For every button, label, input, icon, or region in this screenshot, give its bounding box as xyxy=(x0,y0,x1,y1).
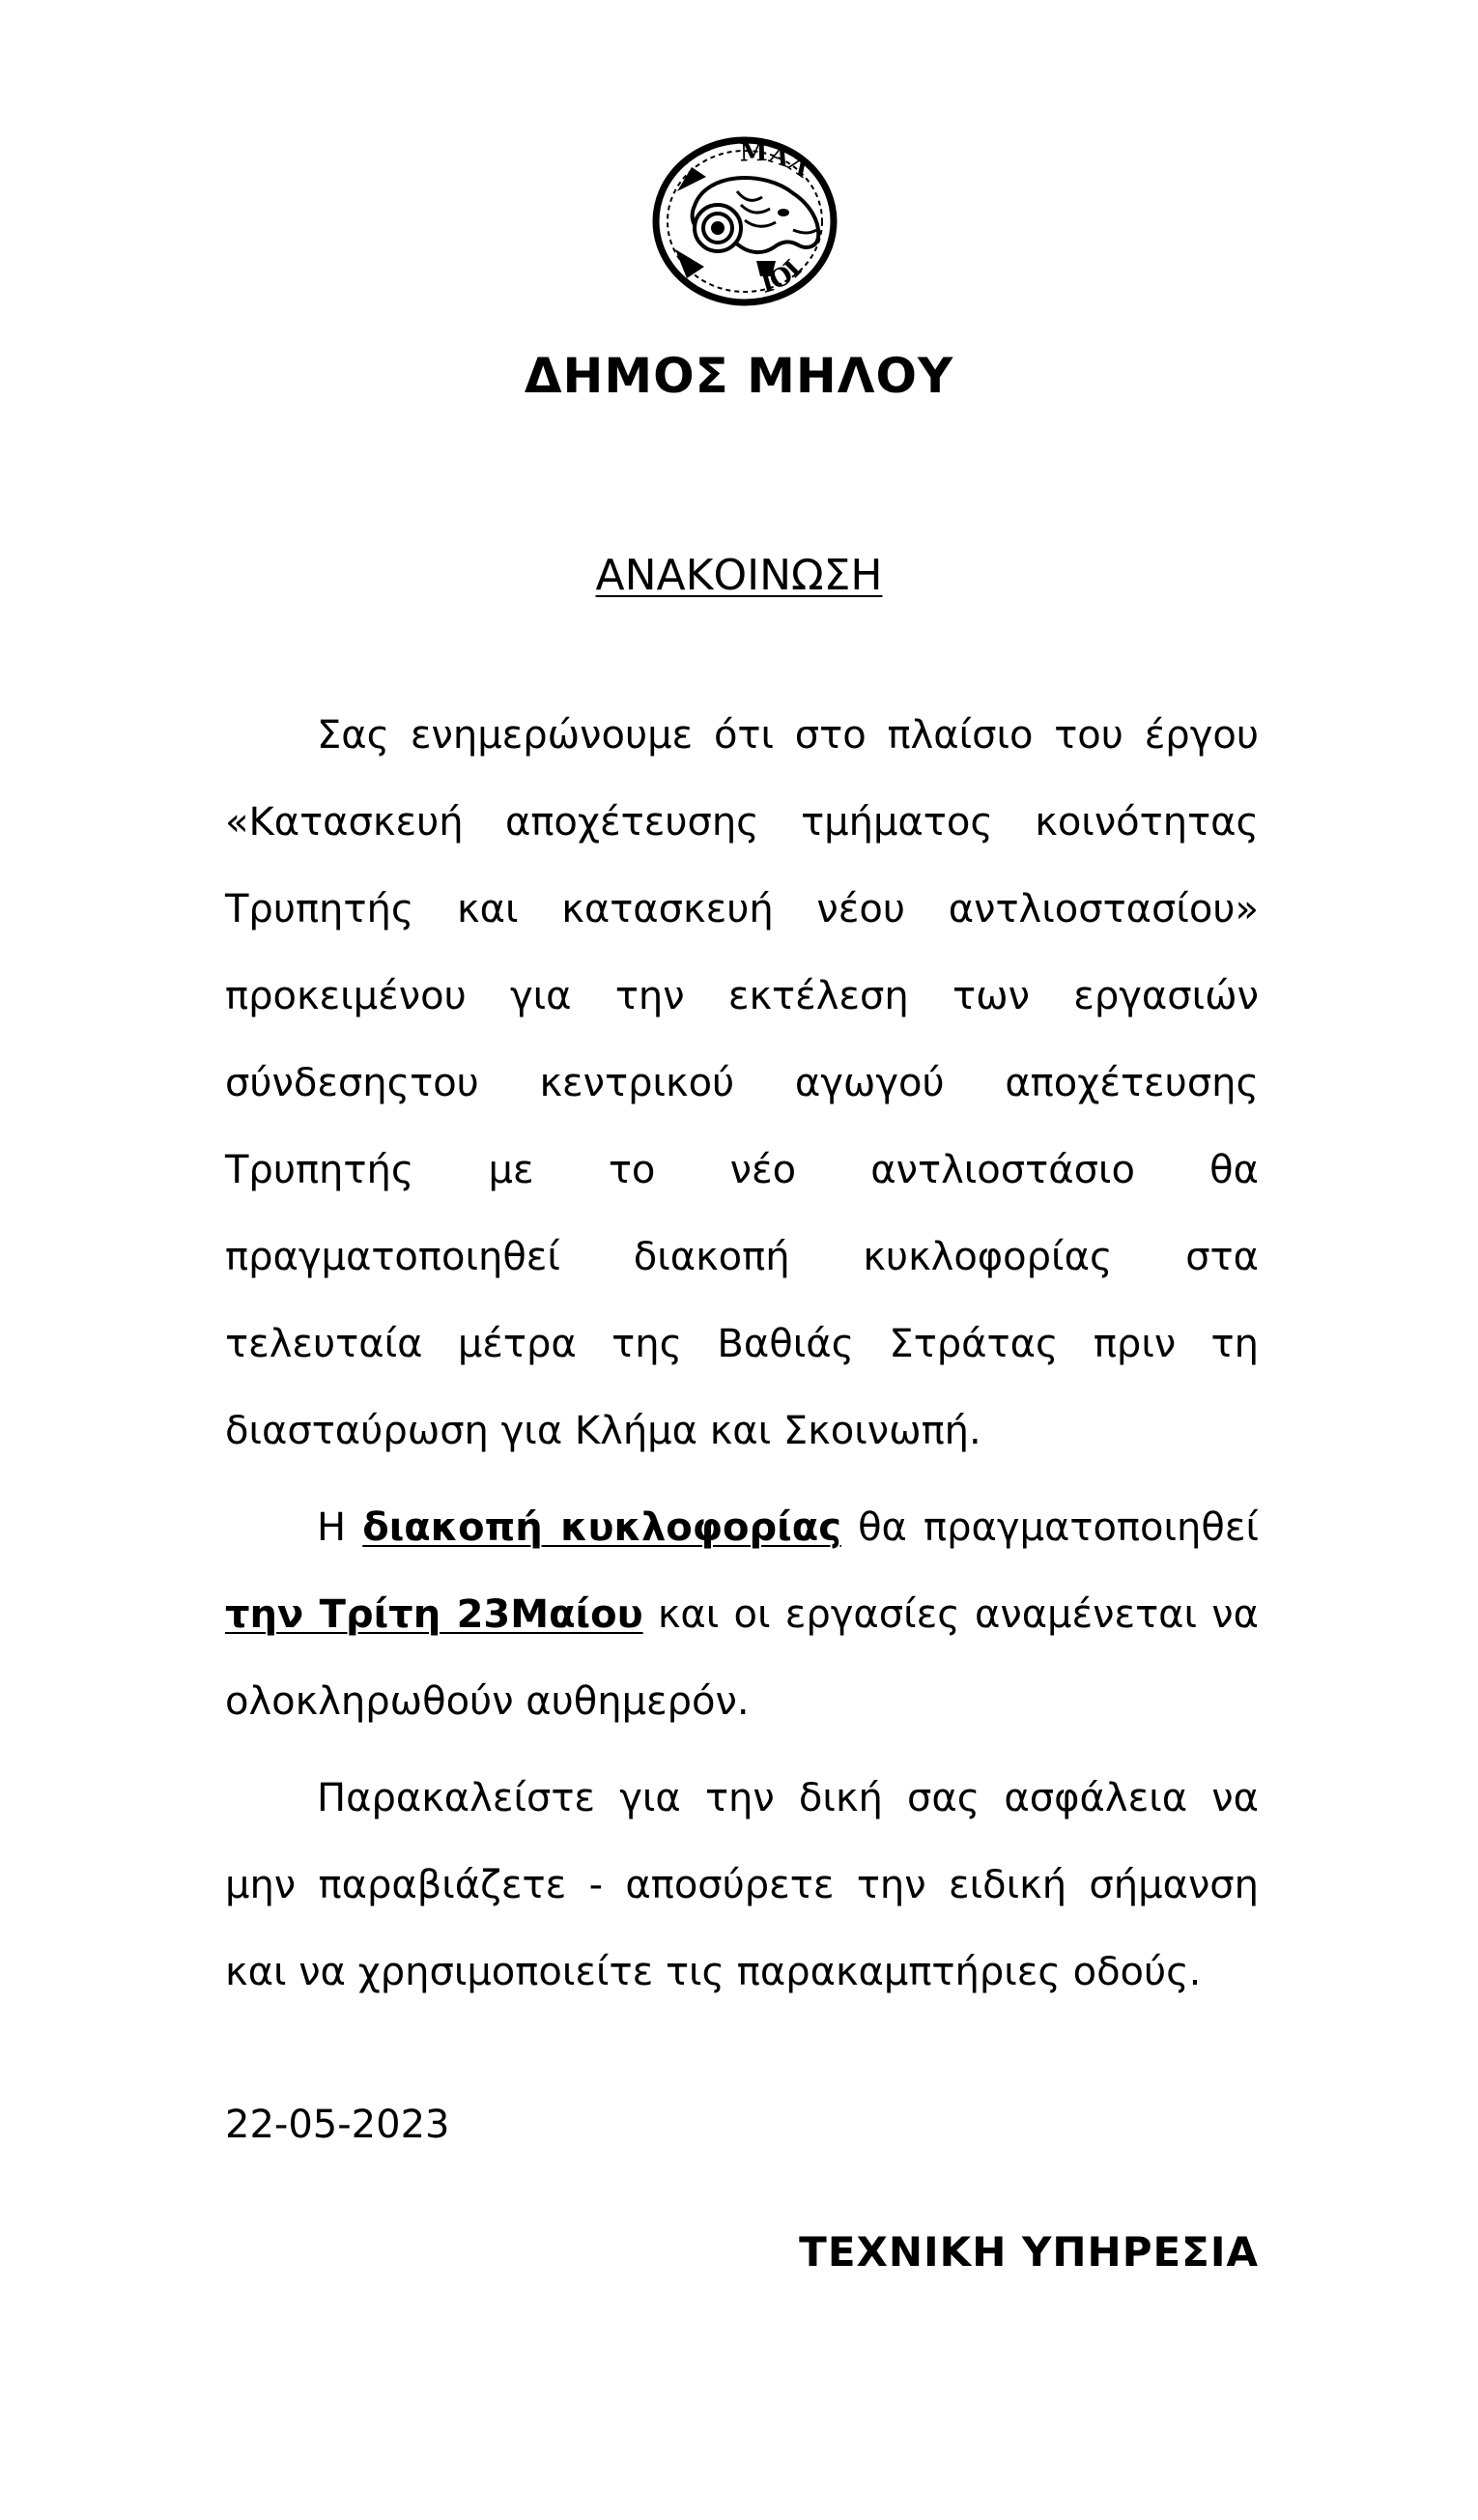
traffic-closure-emphasis: διακοπή κυκλοφορίας xyxy=(362,1505,841,1550)
svg-text:ΜΑΛ: ΜΑΛ xyxy=(739,138,815,185)
announcement-heading: ΑΝΑΚΟΙΝΩΣΗ xyxy=(595,551,883,600)
organization-title: ΔΗΜΟΣ ΜΗΛΟΥ xyxy=(524,348,954,404)
svg-text:ΙΟΙ: ΙΟΙ xyxy=(757,254,809,300)
closure-date-emphasis: την Τρίτη 23Μαίου xyxy=(225,1592,643,1637)
schedule-lead-text: Η xyxy=(317,1505,363,1550)
schedule-middle-text: θα πραγματοποιηθεί xyxy=(840,1505,1260,1550)
paragraph-safety-request: Παρακαλείστε για την δική σας ασφάλεια να μην παραβιάζετε - αποσύρετε την ειδική σήμανση και να χρησιμοποιείτε τις παρακαμπτήριες οδούς. xyxy=(225,1776,1259,1994)
issuing-department-signature: ΤΕΧΝΙΚΗ ΥΠΗΡΕΣΙΑ xyxy=(799,2228,1259,2276)
document-date: 22-05-2023 xyxy=(225,2103,450,2147)
paragraph-context: Σας ενημερώνουμε ότι στο πλαίσιο του έργου «Κατασκευή αποχέτευσης τμήματος κοινότητας Τρυπητής και κατασκευή νέου αντλιοστασίου» προκειμένου για την εκτέλεση των εργασιών σύνδεσηςτου κεντρικού αγωγού αποχέτευσης Τρυπητής με το νέο αντλιοστάσιο θα πραγματοποιηθεί διακοπή κυκλοφορίας στα τελευταία μέτρα της Βαθιάς Στράτας πριν τη διασταύρωση για Κλήμα και Σκοινωπή. xyxy=(225,713,1259,1453)
schedule-tail-text: και οι εργασίες αναμένεται να ολοκληρωθούν αυθημερόν. xyxy=(225,1592,1259,1724)
announcement-body xyxy=(225,692,1259,2025)
paragraph-schedule xyxy=(225,1484,1259,1745)
municipality-seal-logo xyxy=(648,133,841,309)
